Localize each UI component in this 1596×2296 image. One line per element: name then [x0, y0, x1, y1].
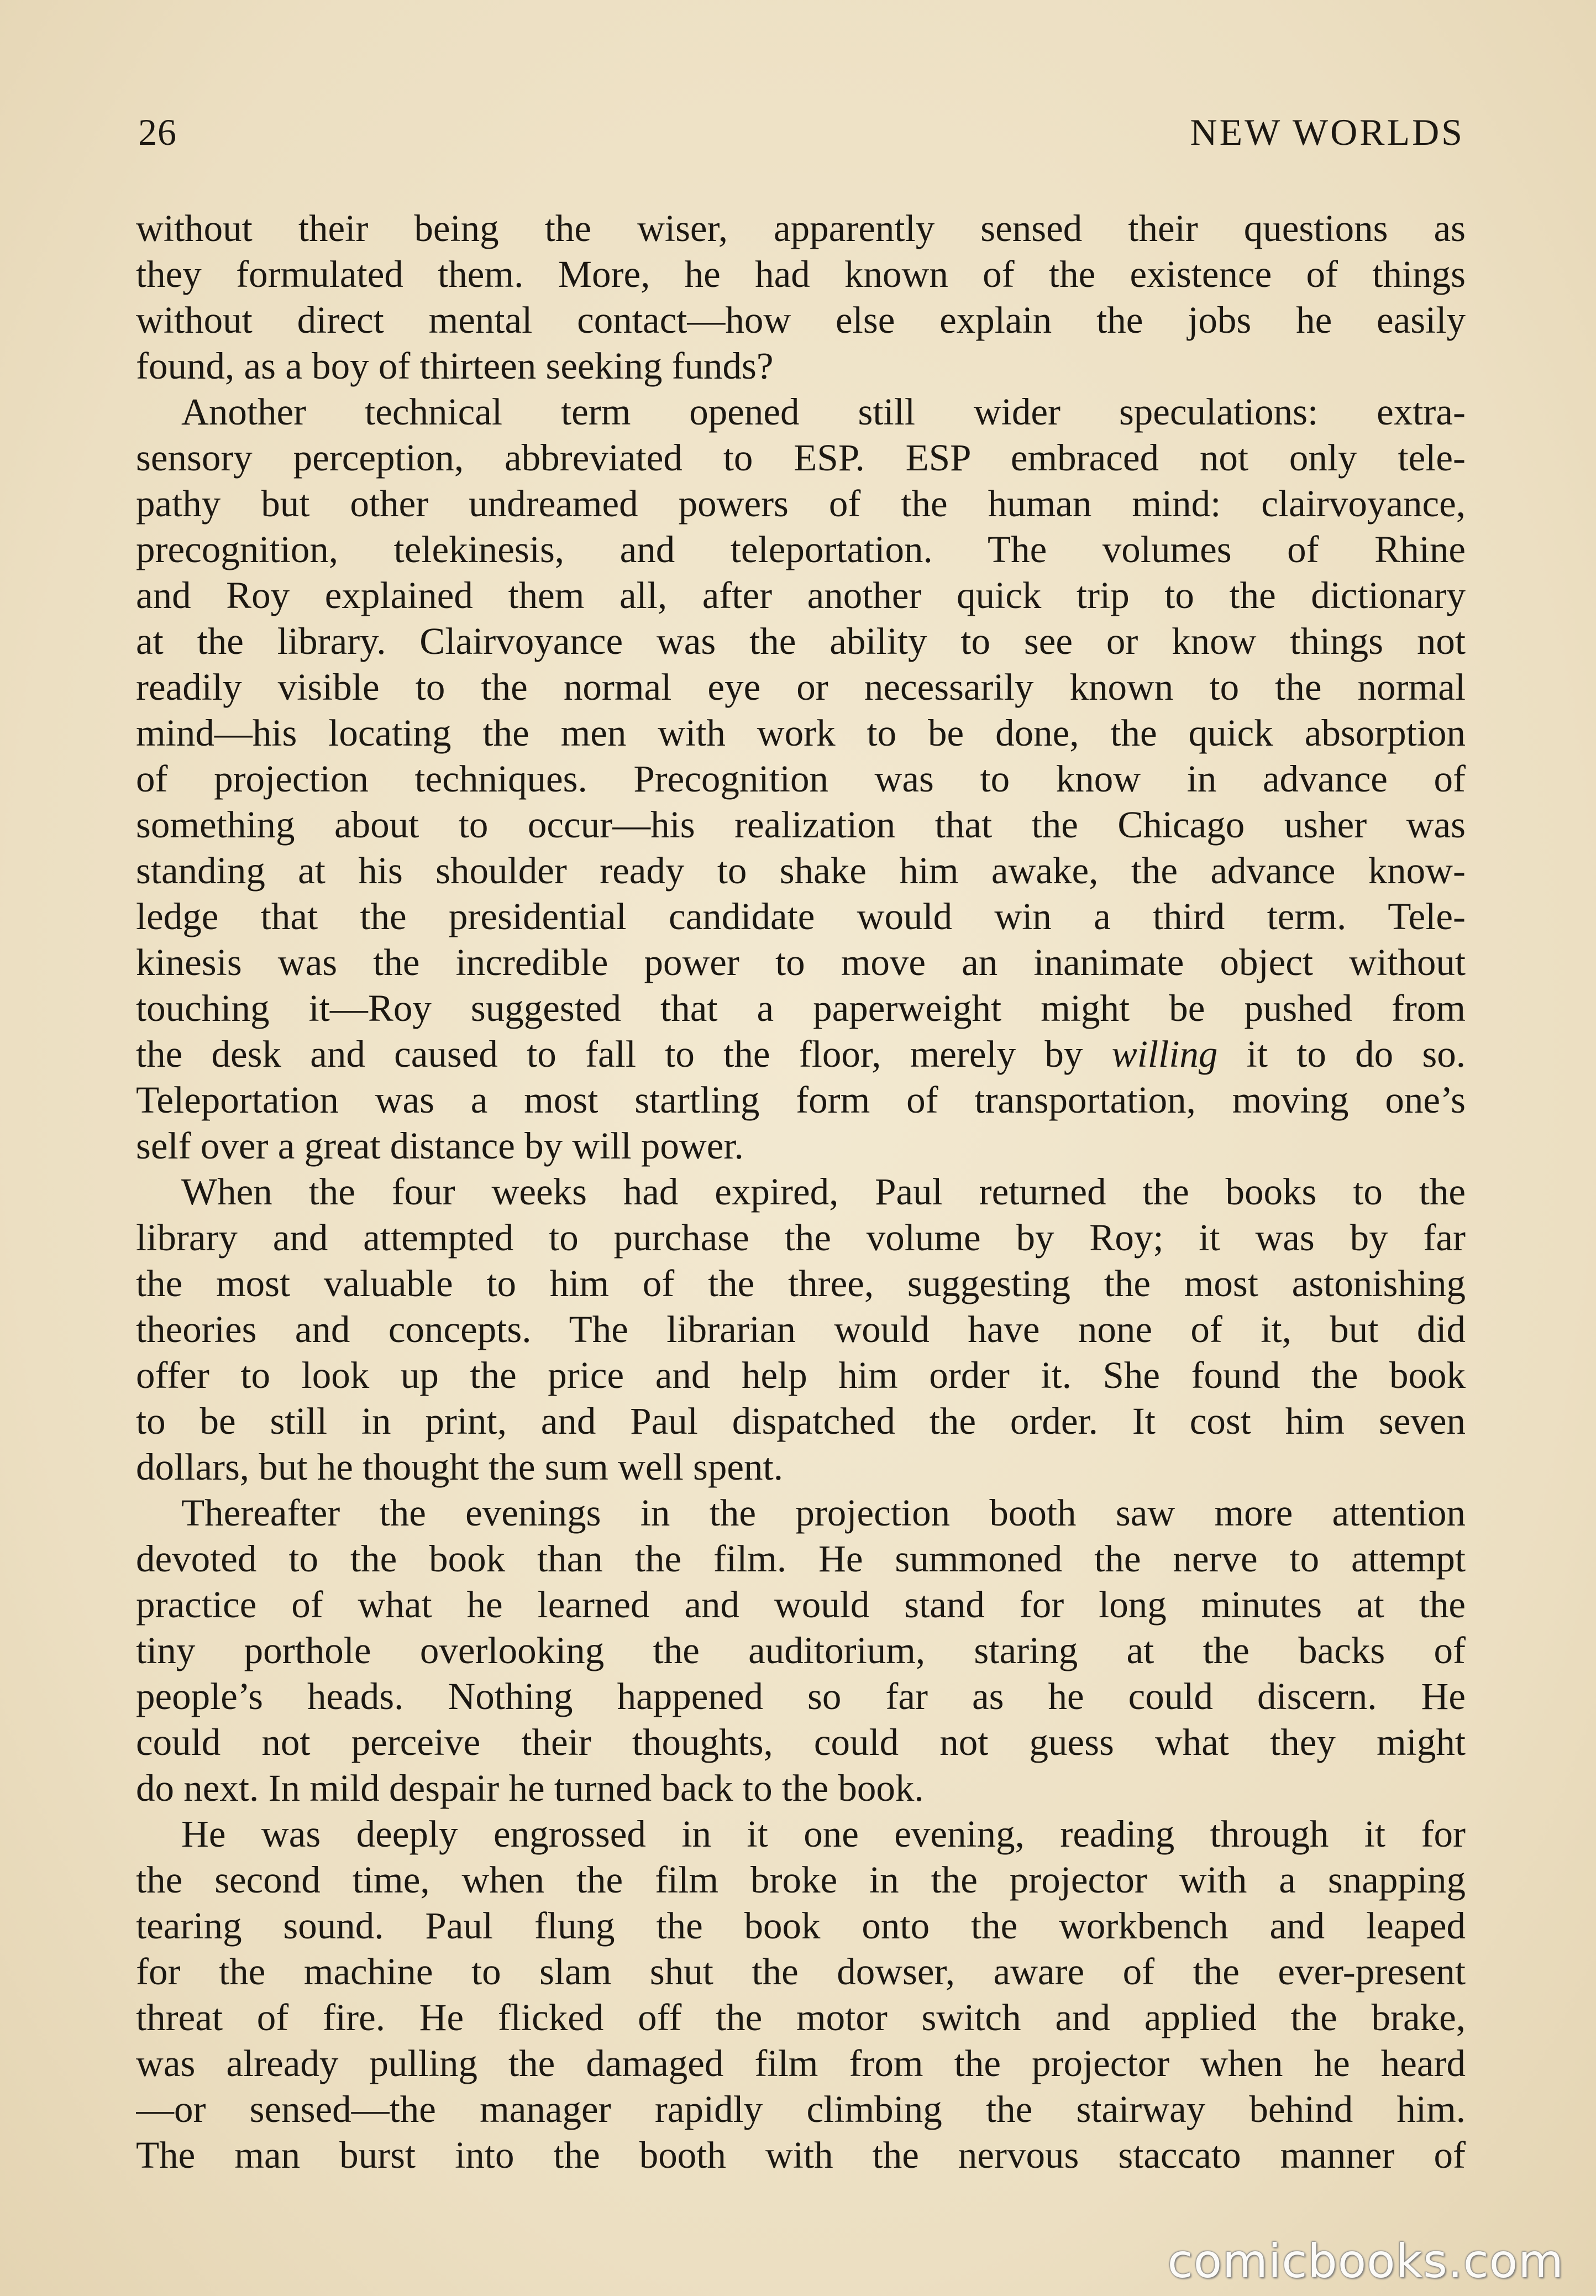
text-line: tearing sound. Paul flung the book onto the workbench and leaped [136, 1905, 1466, 1947]
running-head: NEW WORLDS [1190, 111, 1464, 153]
watermark: comicbooks.com [1167, 2234, 1564, 2288]
paragraph-first-line: Thereafter the evenings in the projection booth saw more attention [181, 1492, 1466, 1534]
text-line: kinesis was the incredible power to move an inanimate object without [136, 941, 1466, 983]
text-line: offer to look up the price and help him order it. She found the book [136, 1354, 1466, 1396]
text-line: practice of what he learned and would stand for long minutes at the [136, 1584, 1466, 1626]
text-line: people’s heads. Nothing happened so far as he could discern. He [136, 1675, 1466, 1717]
text-line: —or sensed—the manager rapidly climbing the stairway behind him. [136, 2088, 1466, 2130]
page-header [138, 111, 1464, 160]
text-line: without direct mental contact—how else explain the jobs he easily [136, 299, 1466, 341]
text-line: do next. In mild despair he turned back to the book. [136, 1767, 924, 1809]
text-line: threat of fire. He flicked off the motor switch and applied the brake, [136, 1996, 1466, 2038]
text-line: to be still in print, and Paul dispatched the order. It cost him seven [136, 1400, 1466, 1442]
text-line: of projection techniques. Precognition was to know in advance of [136, 758, 1466, 800]
text-line: tiny porthole overlooking the auditorium, staring at the backs of [136, 1629, 1466, 1671]
text-line: found, as a boy of thirteen seeking funds? [136, 345, 774, 387]
text-line: standing at his shoulder ready to shake him awake, the advance know- [136, 850, 1466, 892]
text-line: self over a great distance by will power. [136, 1125, 744, 1167]
text-line: at the library. Clairvoyance was the ability to see or know things not [136, 620, 1466, 662]
text-line: something about to occur—his realization that the Chicago usher was [136, 804, 1466, 846]
text-segment: the desk and caused to fall to the floor, merely by [136, 1033, 1083, 1075]
text-line: Teleportation was a most startling form of transportation, moving one’s [136, 1079, 1466, 1121]
page-number: 26 [138, 111, 177, 153]
text-line: sensory perception, abbreviated to ESP. ESP embraced not only tele- [136, 437, 1466, 479]
text-line: mind—his locating the men with work to be done, the quick absorption [136, 712, 1466, 754]
paragraph-first-line: When the four weeks had expired, Paul returned the books to the [181, 1171, 1466, 1213]
text-line: they formulated them. More, he had known of the existence of things [136, 253, 1466, 295]
text-line: for the machine to slam shut the dowser, aware of the ever-present [136, 1951, 1466, 1993]
text-line: library and attempted to purchase the volume by Roy; it was by far [136, 1217, 1466, 1259]
text-line: ledge that the presidential candidate would win a third term. Tele- [136, 895, 1466, 937]
text-line: and Roy explained them all, after another quick trip to the dictionary [136, 574, 1466, 616]
text-line-with-italic [136, 1031, 1466, 1077]
body-text [136, 206, 1466, 2178]
text-line: readily visible to the normal eye or necessarily known to the normal [136, 666, 1466, 708]
text-line: The man burst into the booth with the nervous staccato manner of [136, 2134, 1466, 2176]
text-line: touching it—Roy suggested that a paperweight might be pushed from [136, 987, 1466, 1029]
text-line: the most valuable to him of the three, suggesting the most astonishing [136, 1262, 1466, 1304]
text-line: dollars, but he thought the sum well spent. [136, 1446, 783, 1488]
text-line: pathy but other undreamed powers of the human mind: clairvoyance, [136, 483, 1466, 525]
text-line: could not perceive their thoughts, could not guess what they might [136, 1721, 1466, 1763]
text-line: devoted to the book than the film. He summoned the nerve to attempt [136, 1538, 1466, 1580]
text-line: without their being the wiser, apparently sensed their questions as [136, 207, 1466, 249]
italic-word: willing [1111, 1033, 1218, 1075]
text-line: precognition, telekinesis, and teleportation. The volumes of Rhine [136, 528, 1466, 570]
text-line: theories and concepts. The librarian would have none of it, but did [136, 1308, 1466, 1350]
text-line: the second time, when the film broke in the projector with a snapping [136, 1859, 1466, 1901]
paragraph-first-line: Another technical term opened still wider speculations: extra- [181, 391, 1466, 433]
text-line: was already pulling the damaged film from the projector when he heard [136, 2042, 1466, 2084]
text-segment: it to do so. [1246, 1033, 1466, 1075]
paragraph-first-line: He was deeply engrossed in it one evening, reading through it for [181, 1813, 1466, 1855]
